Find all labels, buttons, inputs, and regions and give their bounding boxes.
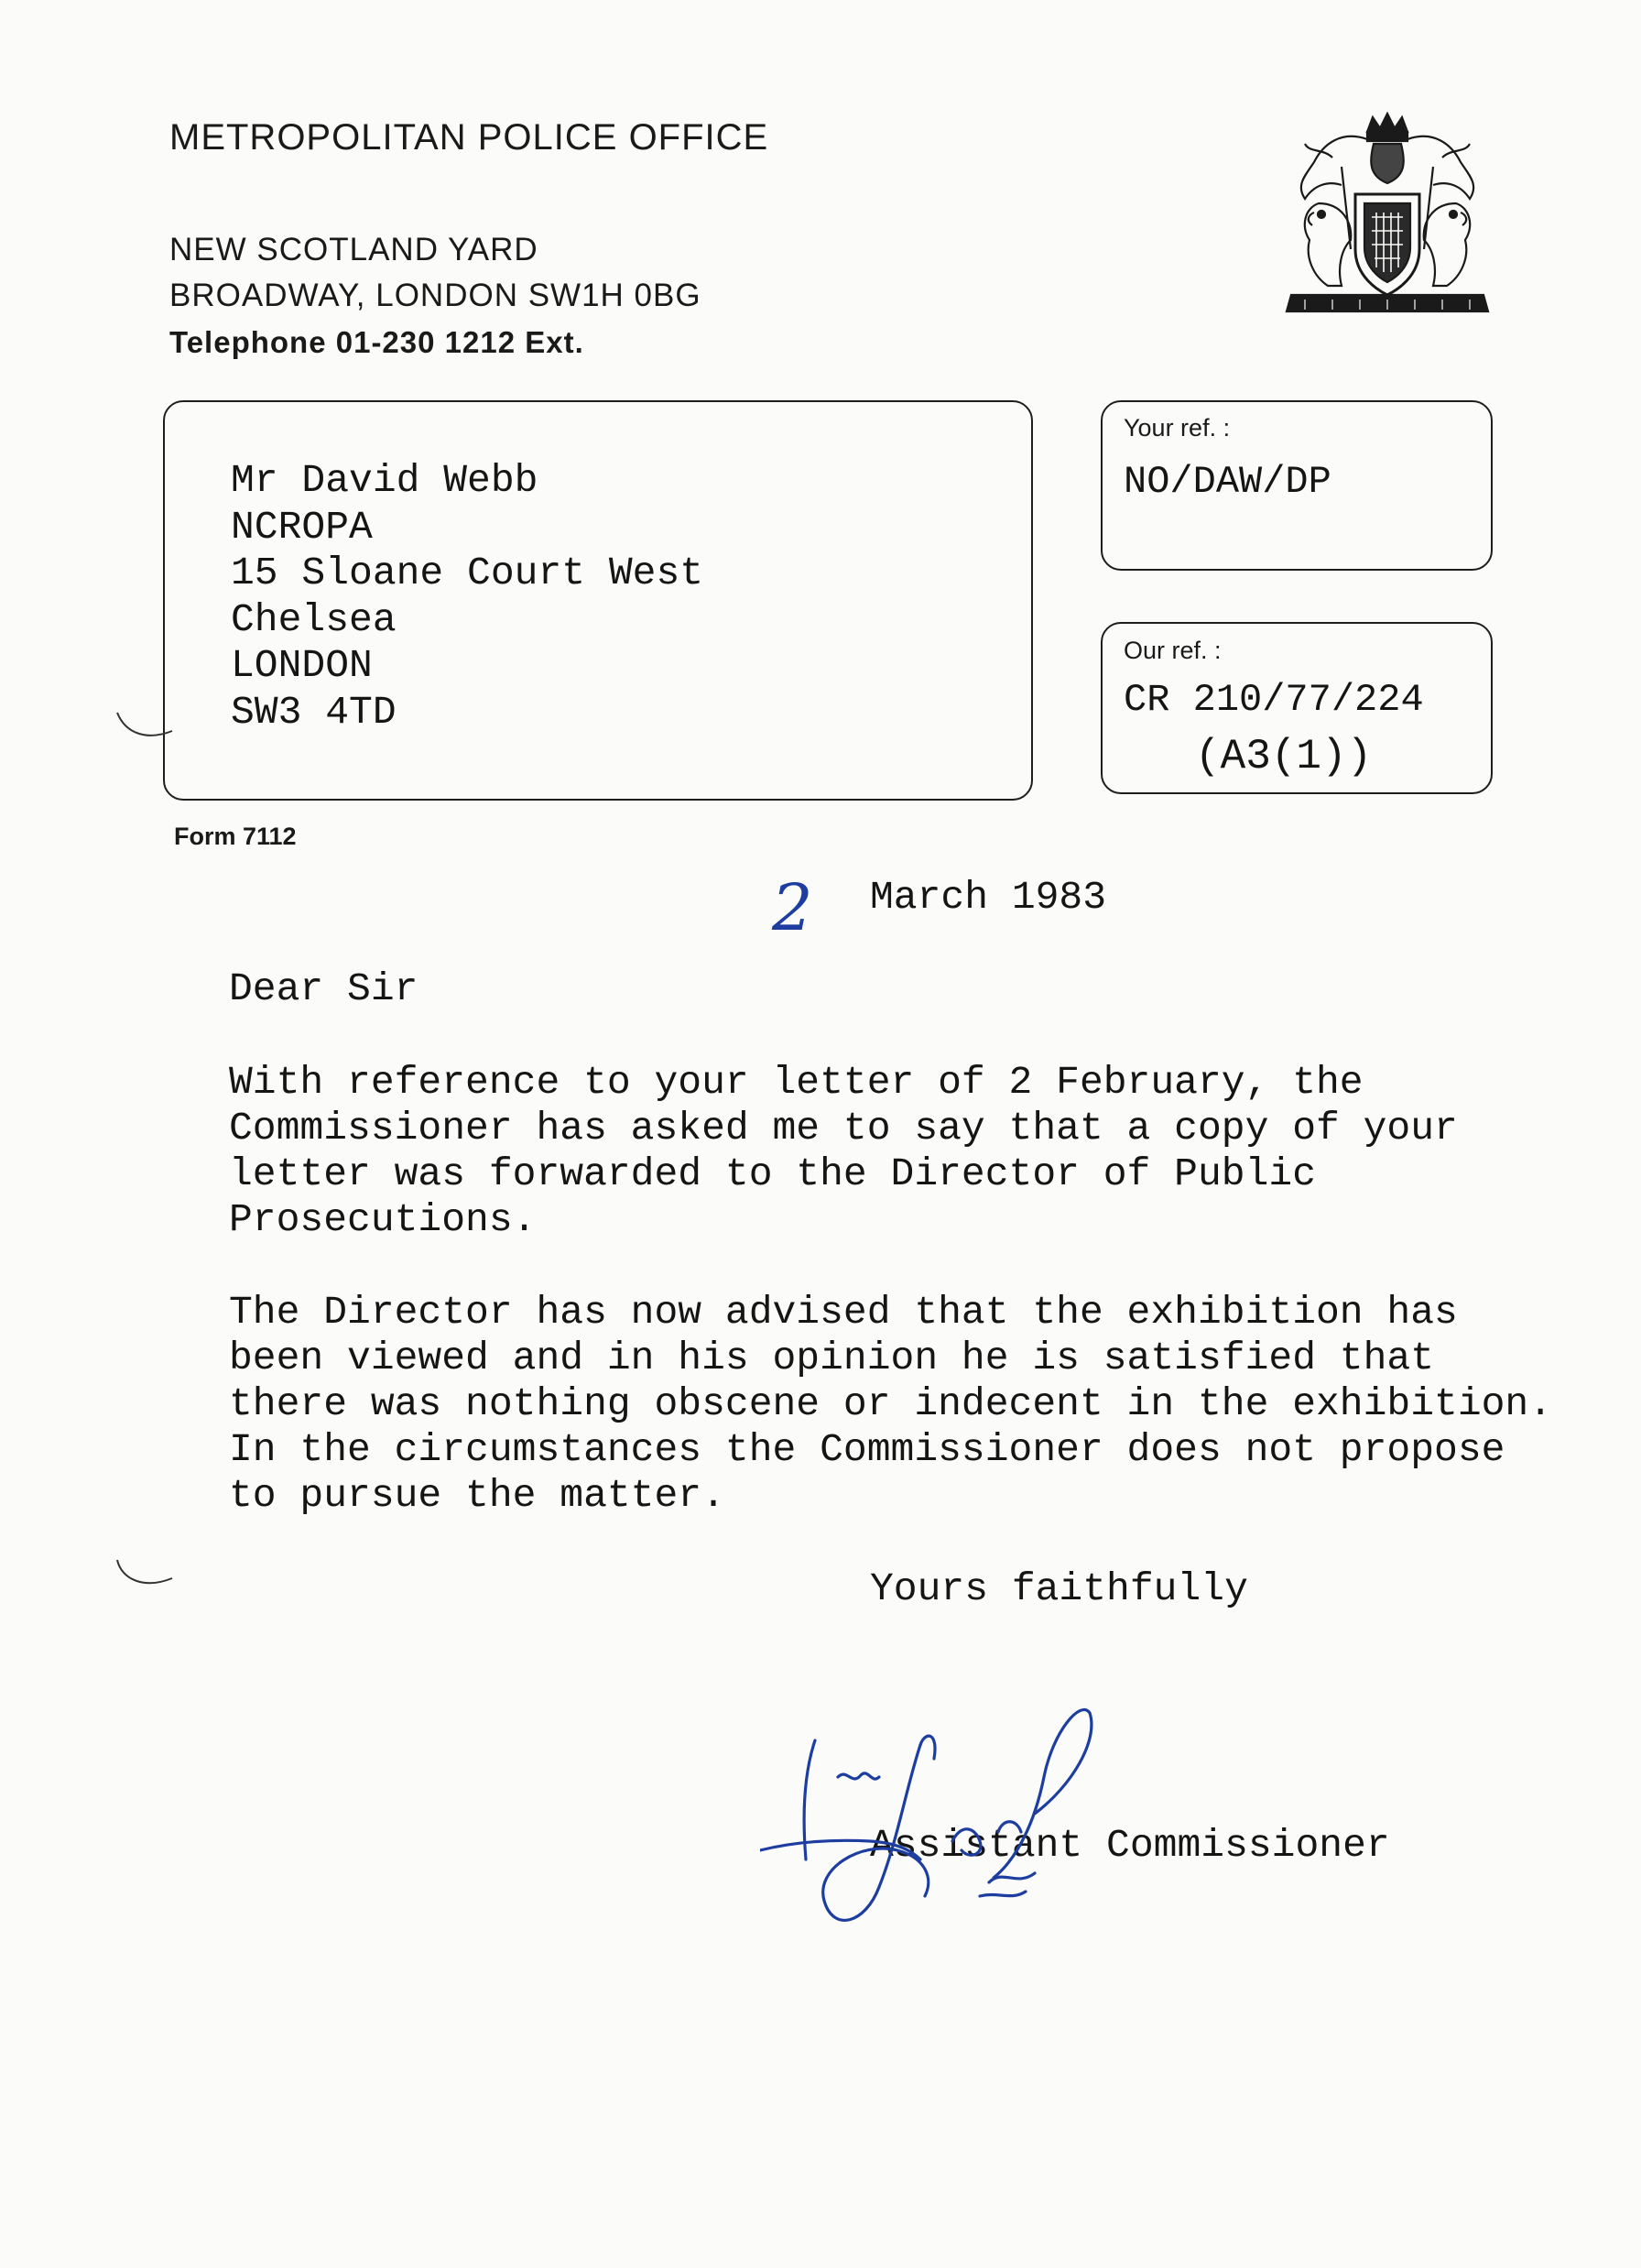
- telephone-line: Telephone 01-230 1212 Ext.: [169, 325, 584, 359]
- signatory-title: Assistant Commissioner: [870, 1823, 1390, 1868]
- coat-of-arms-icon: [1277, 112, 1497, 322]
- our-ref-sub: (A3(1)): [1195, 733, 1373, 780]
- form-number: Form 7112: [174, 823, 297, 850]
- paragraph-1-line-1: With reference to your letter of 2 February, the: [229, 1060, 1364, 1105]
- paragraph-1-line-4: Prosecutions.: [229, 1197, 537, 1242]
- your-ref-label: Your ref. :: [1124, 414, 1231, 442]
- paragraph-2-line-1: The Director has now advised that the exhibition has: [229, 1290, 1458, 1335]
- punch-hole-mark-bottom: [108, 1553, 181, 1598]
- recipient-name: Mr David Webb: [231, 458, 538, 503]
- your-ref-value: NO/DAW/DP: [1124, 460, 1331, 504]
- recipient-organisation: NCROPA: [231, 505, 373, 550]
- paragraph-1-line-2: Commissioner has asked me to say that a copy of your: [229, 1106, 1458, 1150]
- address-line-2: BROADWAY, LONDON SW1H 0BG: [169, 278, 701, 313]
- recipient-district: Chelsea: [231, 597, 397, 642]
- recipient-postcode: SW3 4TD: [231, 690, 397, 735]
- date-month-year: March 1983: [870, 875, 1107, 920]
- recipient-city: LONDON: [231, 643, 373, 688]
- punch-hole-mark-top: [108, 703, 181, 749]
- address-line-1: NEW SCOTLAND YARD: [169, 232, 538, 267]
- salutation: Dear Sir: [229, 966, 418, 1011]
- signature-scribble: [760, 1704, 1255, 1960]
- paragraph-2-line-2: been viewed and in his opinion he is satisfied that: [229, 1336, 1435, 1380]
- closing: Yours faithfully: [870, 1566, 1248, 1611]
- paragraph-2-line-4: In the circumstances the Commissioner does not propose: [229, 1427, 1505, 1472]
- our-ref-value: CR 210/77/224: [1124, 678, 1424, 722]
- organisation-title: METROPOLITAN POLICE OFFICE: [169, 117, 769, 158]
- paragraph-2-line-5: to pursue the matter.: [229, 1473, 725, 1518]
- paragraph-1-line-3: letter was forwarded to the Director of Public: [229, 1151, 1316, 1196]
- paragraph-2-line-3: there was nothing obscene or indecent in the exhibition.: [229, 1381, 1553, 1426]
- date-day-handwritten: 2: [772, 870, 813, 945]
- our-ref-label: Our ref. :: [1124, 637, 1222, 664]
- recipient-street: 15 Sloane Court West: [231, 551, 704, 595]
